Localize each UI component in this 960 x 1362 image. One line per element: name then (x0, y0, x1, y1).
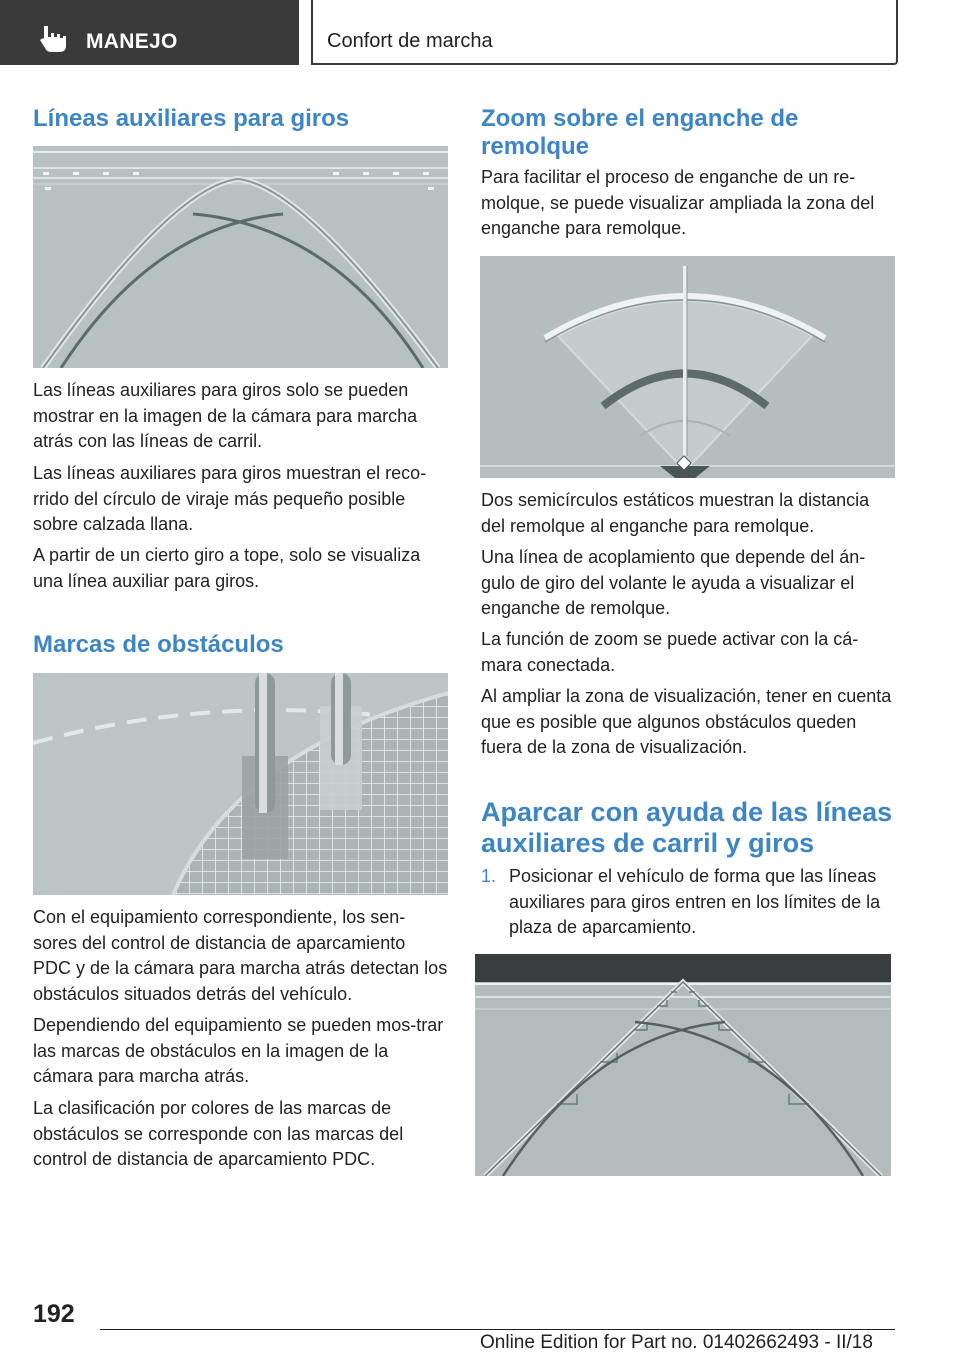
chapter-title: Confort de marcha (327, 30, 493, 52)
paragraph: Las líneas auxiliares para giros solo se pueden mostrar en la imagen de la cámara para marcha atrás con las líneas de carril. (33, 380, 418, 451)
paragraph: Dos semicírculos estáticos muestran la distancia del remolque al enganche para remolque. (481, 490, 870, 536)
paragraph: A partir de un cierto giro a tope, solo se visualiza una línea auxiliar para giros. (33, 545, 421, 591)
section-tab (0, 0, 299, 65)
page-number: 192 (33, 1300, 75, 1328)
paragraph: Las líneas auxiliares para giros muestran el reco-rrido del círculo de viraje más pequeño posible sobre calzada llana. (33, 463, 427, 534)
heading-zoom-enganche: Zoom sobre el enganche de remolque (481, 105, 799, 160)
paragraph: La clasificación por colores de las marcas de obstáculos se corresponde con las marcas del control de distancia de aparcamiento PDC. (33, 1098, 404, 1169)
chapter-tab (311, 0, 898, 65)
list-text: Posicionar el vehículo de forma que las líneas auxiliares para giros entren en los límites de la plaza de aparcamiento. (509, 866, 881, 937)
figure-parking-lines (475, 954, 891, 1176)
heading-aparcar: Aparcar con ayuda de las líneas auxiliares de carril y giros (481, 797, 893, 858)
paragraph: La función de zoom se puede activar con la cá-mara conectada. (481, 629, 859, 675)
list-number: 1. (481, 866, 497, 886)
figure-turn-lines (33, 146, 448, 368)
list-item (481, 864, 895, 941)
heading-lineas-giros: Líneas auxiliares para giros (33, 105, 350, 132)
footer-divider (100, 1329, 895, 1330)
figure-hitch-zoom (480, 256, 895, 478)
paragraph: Con el equipamiento correspondiente, los sen-sores del control de distancia de aparcamiento PDC y de la cámara para marcha atrás detectan los obstáculos situados detrás del vehículo. (33, 907, 448, 1004)
paragraph: Al ampliar la zona de visualización, tener en cuenta que es posible que algunos obstáculos queden fuera de la zona de visualización. (481, 686, 892, 757)
section-title: MANEJO (86, 30, 178, 53)
edition-info: Online Edition for Part no. 01402662493 - II/18 (480, 1332, 873, 1353)
paragraph: Una línea de acoplamiento que depende del án-gulo de giro del volante le ayuda a visualizar el enganche de remolque. (481, 547, 866, 618)
paragraph: Dependiendo del equipamiento se pueden mos-trar las marcas de obstáculos en la imagen de la cámara para marcha atrás. (33, 1015, 444, 1086)
paragraph: Para facilitar el proceso de enganche de un re-molque, se puede visualizar ampliada la zona del enganche para remolque. (481, 167, 875, 238)
hand-pointing-icon (38, 24, 70, 54)
heading-marcas-obstaculos: Marcas de obstáculos (33, 631, 284, 658)
figure-obstacle-marks (33, 673, 448, 895)
